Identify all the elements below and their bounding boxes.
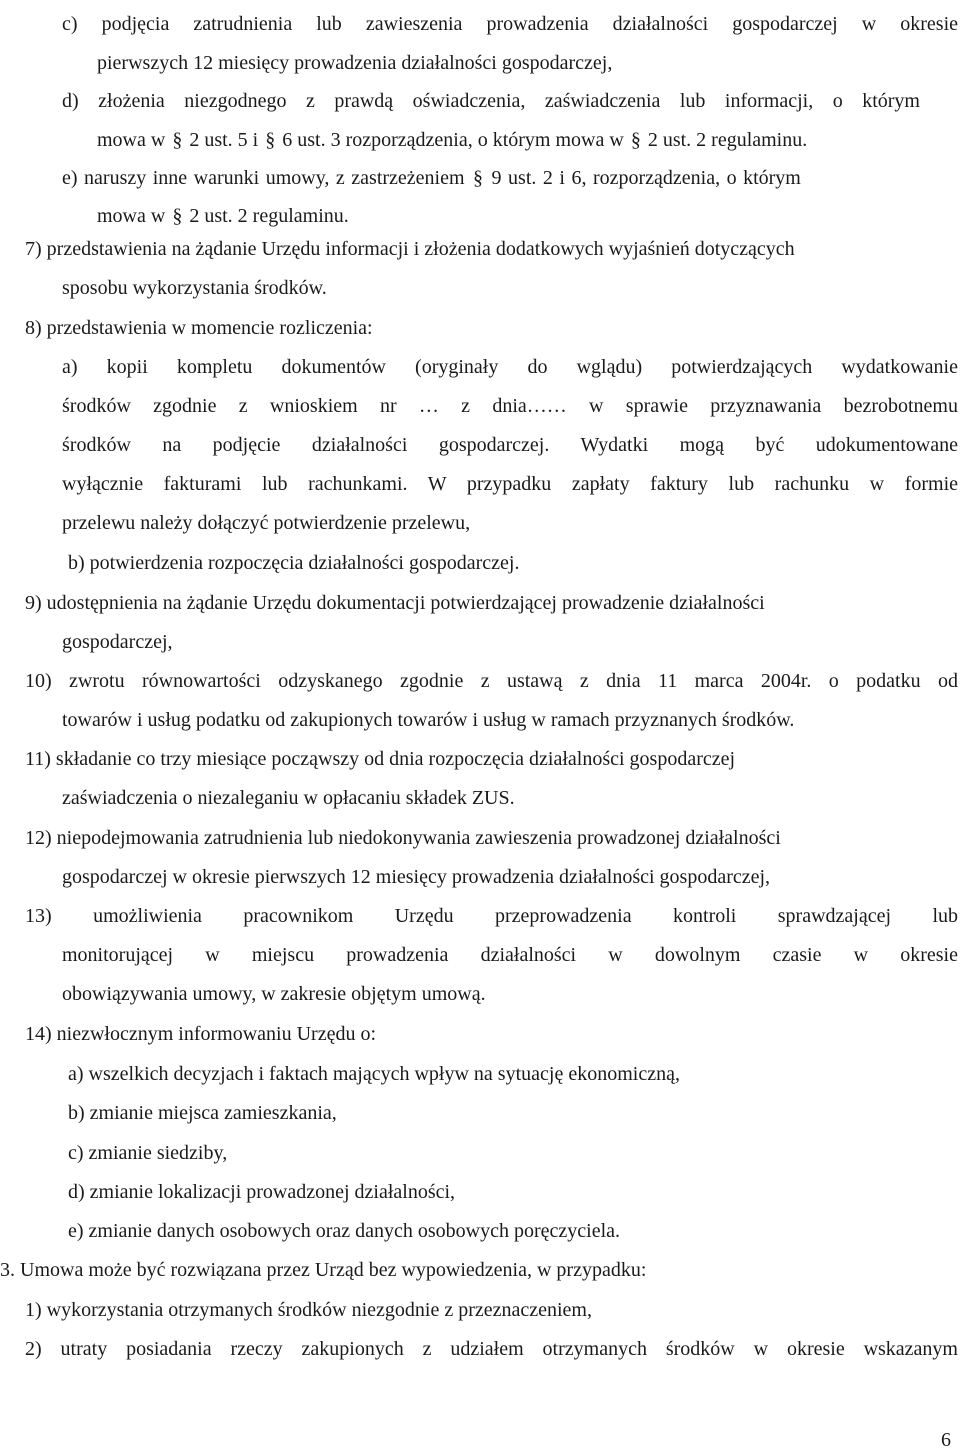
- section-3-heading: 3. Umowa może być rozwiązana przez Urząd bez wypowiedzenia, w przypadku:: [0, 1259, 647, 1281]
- section-symbol: §: [172, 205, 183, 227]
- section-3-item-2: 2) utraty posiadania rzeczy zakupionych z udziałem otrzymanych środków w okresie wskazanym: [25, 1338, 958, 1360]
- item-13-line-2: monitorującej w miejscu prowadzenia działalności w dowolnym czasie w okresie: [62, 944, 958, 966]
- item-7-line-1: 7) przedstawienia na żądanie Urzędu informacji i złożenia dodatkowych wyjaśnień dotyczących: [25, 238, 795, 260]
- section-symbol: §: [473, 167, 484, 189]
- item-11-line-1: 11) składanie co trzy miesiące począwszy od dnia rozpoczęcia działalności gospodarczej: [25, 748, 736, 770]
- item-14a: a) wszelkich decyzjach i faktach mających wpływ na sytuację ekonomiczną,: [68, 1063, 680, 1085]
- item-8a-line-2: środków zgodnie z wnioskiem nr … z dnia…… w sprawie przyznawania bezrobotnemu: [62, 395, 958, 417]
- item-12-line-1: 12) niepodejmowania zatrudnienia lub niedokonywania zawieszenia prowadzonej działalności: [25, 827, 781, 849]
- item-8-line-1: 8) przedstawienia w momencie rozliczenia:: [25, 317, 373, 339]
- item-14c: c) zmianie siedziby,: [68, 1142, 228, 1164]
- item-8a-line-3: środków na podjęcie działalności gospodarczej. Wydatki mogą być udokumentowane: [62, 434, 958, 456]
- text-fragment: 6 ust. 3 rozporządzenia, o którym mowa w: [277, 129, 629, 151]
- item-9-line-1: 9) udostępnienia na żądanie Urzędu dokumentacji potwierdzającej prowadzenie działalności: [25, 592, 765, 614]
- item-14d: d) zmianie lokalizacji prowadzonej działalności,: [68, 1181, 456, 1203]
- item-11-line-2: zaświadczenia o niezaleganiu w opłacaniu składek ZUS.: [62, 787, 515, 809]
- item-14: 14) niezwłocznym informowaniu Urzędu o:: [25, 1023, 377, 1045]
- text-fragment: 2 ust. 2 regulaminu.: [184, 205, 349, 227]
- item-14e: e) zmianie danych osobowych oraz danych osobowych poręczyciela.: [68, 1220, 621, 1242]
- text-fragment: 9 ust. 2 i 6, rozporządzenia, o którym: [485, 167, 801, 189]
- item-13-line-3: obowiązywania umowy, w zakresie objętym umową.: [62, 983, 486, 1005]
- page-number: 6: [941, 1429, 951, 1451]
- text-fragment: e) naruszy inne warunki umowy, z zastrzeżeniem: [62, 167, 472, 189]
- item-10-line-2: towarów i usług podatku od zakupionych towarów i usług w ramach przyznanych środków.: [62, 709, 795, 731]
- section-symbol: §: [630, 129, 641, 151]
- item-d-line-2: [97, 128, 807, 152]
- item-14b: b) zmianie miejsca zamieszkania,: [68, 1102, 337, 1124]
- item-13-line-1: 13) umożliwienia pracownikom Urzędu przeprowadzenia kontroli sprawdzającej lub: [25, 905, 958, 927]
- item-d-line-1: d) złożenia niezgodnego z prawdą oświadczenia, zaświadczenia lub informacji, o którym: [62, 90, 920, 112]
- text-fragment: 2 ust. 2 regulaminu.: [642, 129, 808, 151]
- item-e-line-1: [62, 166, 801, 190]
- item-8a-line-1: a) kopii kompletu dokumentów (oryginały do wglądu) potwierdzających wydatkowanie: [62, 356, 958, 378]
- item-10-line-1: 10) zwrotu równowartości odzyskanego zgodnie z ustawą z dnia 11 marca 2004r. o podatku od: [25, 670, 958, 692]
- item-8a-line-5: przelewu należy dołączyć potwierdzenie przelewu,: [62, 512, 471, 534]
- section-symbol: §: [265, 129, 276, 151]
- item-7-line-2: sposobu wykorzystania środków.: [62, 277, 327, 299]
- section-3-item-1: 1) wykorzystania otrzymanych środków niezgodnie z przeznaczeniem,: [25, 1299, 592, 1321]
- item-12-line-2: gospodarczej w okresie pierwszych 12 miesięcy prowadzenia działalności gospodarczej,: [62, 866, 771, 888]
- item-8a-line-4: wyłącznie fakturami lub rachunkami. W przypadku zapłaty faktury lub rachunku w formie: [62, 473, 958, 495]
- text-fragment: mowa w: [97, 205, 171, 227]
- item-c-line-2: pierwszych 12 miesięcy prowadzenia działalności gospodarczej,: [97, 52, 613, 74]
- item-9-line-2: gospodarczej,: [62, 631, 173, 653]
- item-8b: b) potwierdzenia rozpoczęcia działalności gospodarczej.: [68, 552, 520, 574]
- text-fragment: mowa w: [97, 129, 171, 151]
- item-c-line-1: c) podjęcia zatrudnienia lub zawieszenia prowadzenia działalności gospodarczej w okresie: [62, 13, 958, 35]
- text-fragment: 2 ust. 5 i: [184, 129, 264, 151]
- section-symbol: §: [172, 129, 183, 151]
- item-e-line-2: [97, 204, 349, 228]
